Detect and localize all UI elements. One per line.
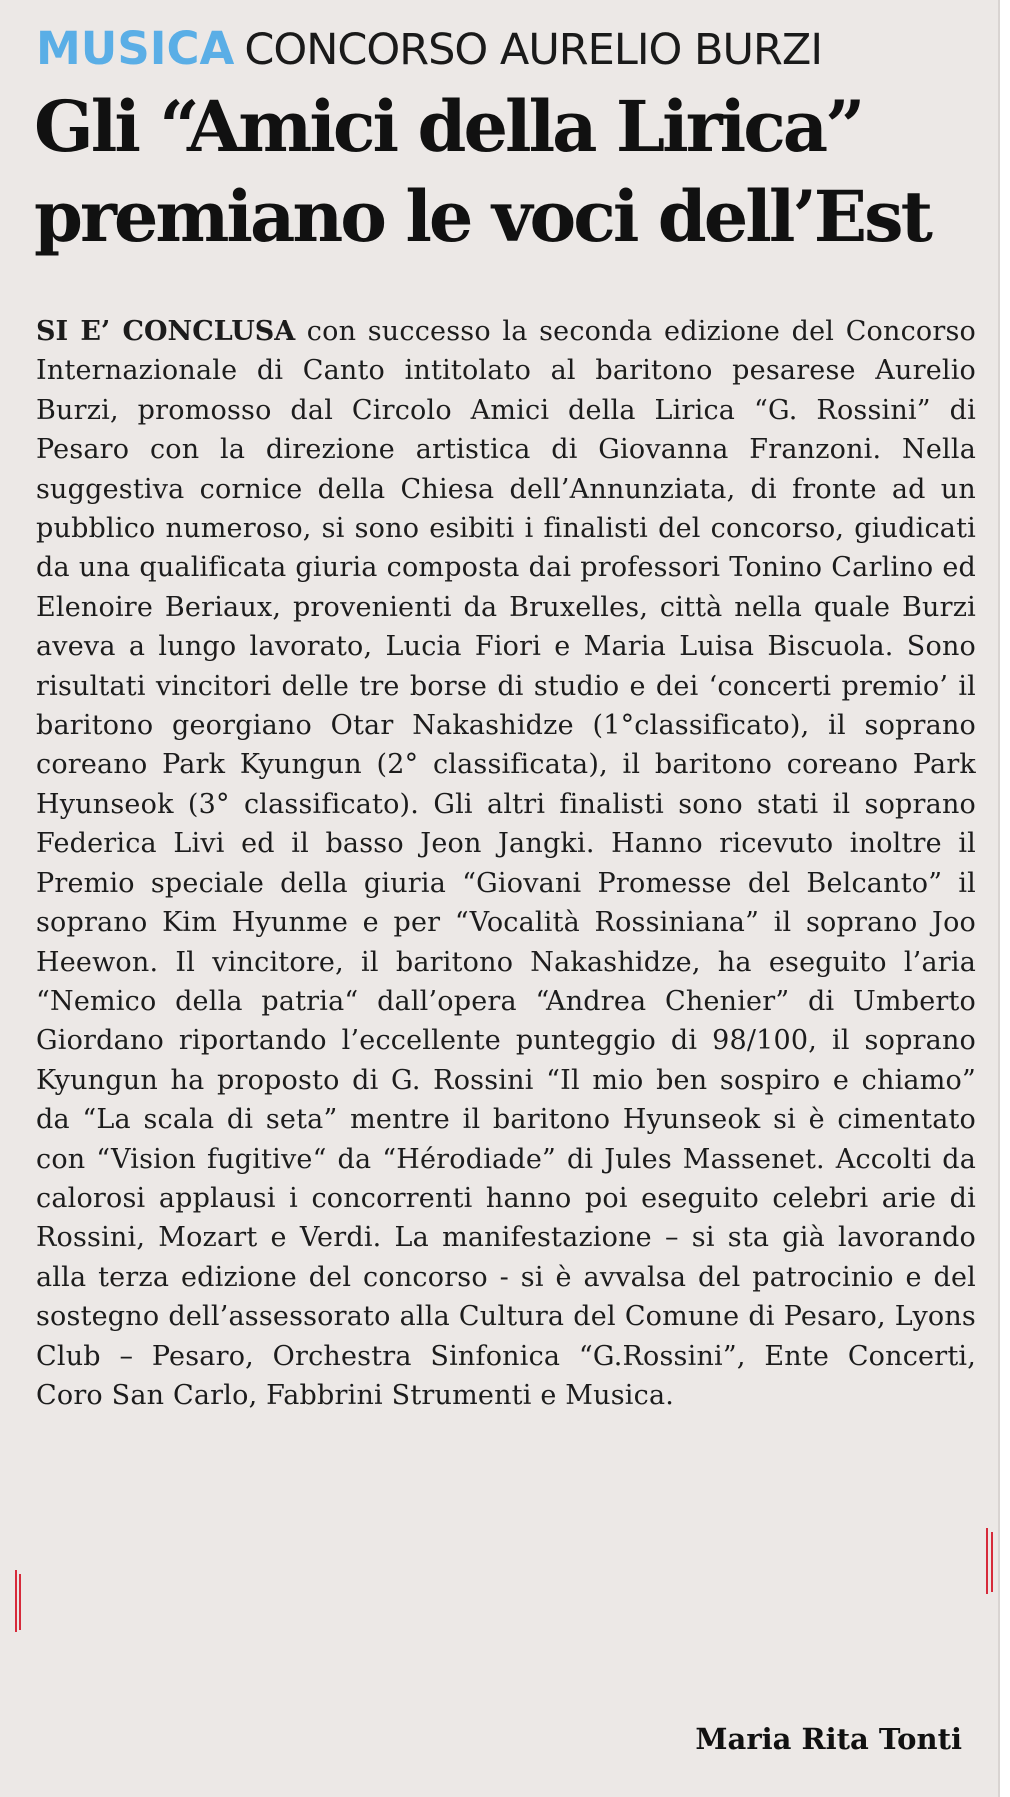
author-byline: Maria Rita Tonti — [695, 1722, 962, 1756]
headline-line-2: premiano le voci dell’Est — [34, 175, 930, 258]
article-body — [36, 312, 976, 1415]
margin-mark-right-2 — [991, 1532, 993, 1592]
section-label: MUSICA — [36, 22, 235, 75]
article-lead: SI E’ CONCLUSA — [36, 316, 296, 347]
topic-label: CONCORSO AURELIO BURZI — [244, 25, 822, 75]
margin-mark-right-1 — [986, 1528, 988, 1594]
headline — [34, 82, 984, 262]
margin-mark-left-2 — [19, 1574, 21, 1630]
kicker — [36, 22, 822, 75]
headline-line-1: Gli “Amici della Lirica” — [34, 85, 863, 168]
margin-mark-left-1 — [15, 1570, 17, 1632]
article-text: con successo la seconda edizione del Concorso Internazionale di Canto intitolato al baritono pesarese Aurelio Burzi, promosso dal Circolo Amici della Lirica “G. Rossini” di Pesaro con la direzione artistica di Giovanna Franzoni. Nella suggestiva cornice della Chiesa dell’Annunziata, di fronte ad un pubblico numeroso, si sono esibiti i finalisti del concorso, giudicati da una qualificata giuria composta dai professori Tonino Carlino ed Elenoire Beriaux, provenienti da Bruxelles, città nella quale Burzi aveva a lungo lavorato, Lucia Fiori e Maria Luisa Biscuola. Sono risultati vincitori delle tre borse di studio e dei ‘concerti premio’ il baritono georgiano Otar Nakashidze (1°classificato), il soprano coreano Park Kyungun (2° classificata), il baritono coreano Park Hyunseok (3° classificato). Gli altri finalisti sono stati il soprano Federica Livi ed il basso Jeon Jangki. Hanno ricevuto inoltre il Premio speciale della giuria “Giovani Promesse del Belcanto” il soprano Kim Hyunme e per “Vocalità Rossiniana” il soprano Joo Heewon. Il vincitore, il baritono Nakashidze, ha eseguito l’aria “Nemico della patria“ dall’opera “Andrea Chenier” di Umberto Giordano riportando l’eccellente punteggio di 98/100, il soprano Kyungun ha proposto di G. Rossini “Il mio ben sospiro e chiamo” da “La scala di seta” mentre il baritono Hyunseok si è cimentato con “Vision fugitive“ da “Hérodiade” di Jules Massenet. Accolti da calorosi applausi i concorrenti hanno poi eseguito celebri arie di Rossini, Mozart e Verdi. La manifestazione – si sta già lavorando alla terza edizione del concorso - si è avvalsa del patrocinio e del sostegno dell’assessorato alla Cultura del Comune di Pesaro, Lyons Club – Pesaro, Orchestra Sinfonica “G.Rossini”, Ente Concerti, Coro San Carlo, Fabbrini Strumenti e Musica. — [36, 316, 976, 1411]
